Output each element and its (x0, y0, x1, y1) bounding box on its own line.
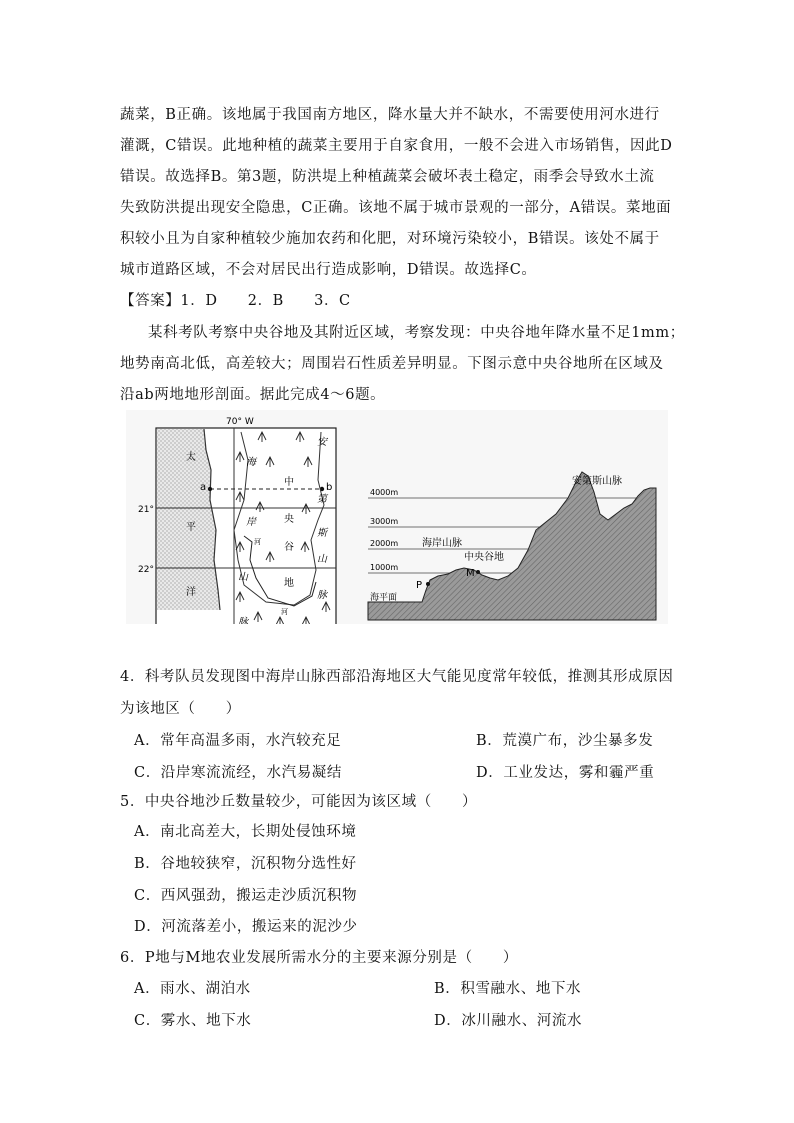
point-p-marker (426, 582, 430, 586)
map (138, 417, 336, 624)
andes-char-2: 第 (317, 494, 327, 505)
latitude-21-label: 21° (138, 505, 154, 515)
coast-range-char-2: 岸 (246, 517, 256, 528)
level-label-2000: 2000m (370, 539, 399, 548)
q6-option-c[interactable]: C．雾水、地下水 (134, 1013, 252, 1029)
q4-stem-line-1: 4．科考队员发现图中海岸山脉西部沿海地区大气能见度常年较低，推测其形成原因 (120, 669, 674, 685)
q6-option-a[interactable]: A．雨水、湖泊水 (134, 981, 251, 997)
q4-option-d[interactable]: D．工业发达，雾和霾严重 (476, 765, 655, 781)
terrain-profile (368, 472, 656, 620)
valley-char-4: 地 (284, 578, 294, 589)
coast-range-char-1: 海 (246, 457, 256, 468)
q4-stem-line-2: 为该地区（ ） (120, 701, 241, 717)
point-b-label: b (326, 482, 333, 493)
sea-level-label: 海平面 (370, 593, 398, 603)
q5-option-a[interactable]: A．南北高差大，长期处侵蚀环境 (134, 824, 357, 840)
q6-option-d[interactable]: D．冰川融水、河流水 (434, 1013, 583, 1029)
q5-stem: 5．中央谷地沙丘数量较少，可能因为该区域（ ） (120, 794, 478, 810)
point-m-marker (476, 570, 480, 574)
point-a-marker (208, 487, 212, 491)
figure-area (126, 410, 668, 624)
explanation-line-2: 灌溉，C错误。此地种植的蔬菜主要用于自家食用，一般不会进入市场销售，因此D (120, 138, 673, 154)
andes-char-4: 山 (317, 554, 327, 565)
q5-option-b[interactable]: B．谷地较狭窄，沉积物分选性好 (134, 856, 357, 872)
explanation-line-4: 失致防洪提出现安全隐患，C正确。该地不属于城市景观的一部分，A错误。菜地面 (120, 200, 672, 216)
level-label-1000: 1000m (370, 563, 399, 572)
explanation-line-5: 积较小且为自家种植较少施加农药和化肥，对环境污染较小，B错误。该处不属于 (120, 231, 660, 247)
point-m-label: M (466, 568, 475, 579)
q6-option-b[interactable]: B．积雪融水、地下水 (434, 981, 582, 997)
q5-option-c[interactable]: C．西风强劲，搬运走沙质沉积物 (134, 888, 358, 904)
q6-stem: 6．P地与M地农业发展所需水分的主要来源分别是（ ） (120, 950, 519, 966)
explanation-line-3: 错误。故选择B。第3题，防洪堤上种植蔬菜会破坏表土稳定，雨季会导致水土流 (120, 169, 655, 185)
explanation-line-1: 蔬菜，B正确。该地属于我国南方地区，降水量大并不缺水，不需要使用河水进行 (120, 107, 660, 123)
level-label-3000: 3000m (370, 517, 399, 526)
andes-char-5: 脉 (317, 590, 327, 601)
ocean-char-2: 平 (186, 522, 196, 533)
andes-profile-label: 安第斯山脉 (572, 476, 622, 487)
q4-option-c[interactable]: C．沿岸寒流流经，水汽易凝结 (134, 765, 342, 781)
andes-char-3: 斯 (317, 528, 327, 539)
q5-option-d[interactable]: D．河流落差小，搬运来的泥沙少 (134, 919, 358, 935)
explanation-line-6: 城市道路区域，不会对居民出行造成影响，D错误。故选择C。 (120, 262, 537, 278)
point-a-label: a (200, 482, 207, 493)
terrain-shape (368, 472, 656, 620)
valley-char-2: 央 (284, 514, 294, 525)
q4-option-b[interactable]: B．荒漠广布，沙尘暴多发 (476, 733, 654, 749)
region-figure (126, 410, 668, 624)
river-label-1: 河 (254, 538, 261, 546)
level-label-4000: 4000m (370, 488, 399, 497)
valley-profile-label: 中央谷地 (464, 552, 504, 563)
valley-char-1: 中 (284, 477, 294, 488)
latitude-22-label: 22° (138, 565, 154, 575)
answer-line: 【答案】1．D 2．B 3．C (120, 293, 351, 309)
point-p-label: P (416, 580, 423, 591)
valley-char-3: 谷 (284, 542, 294, 553)
intro-line-1: 某科考队考察中央谷地及其附近区域，考察发现：中央谷地年降水量不足1mm； (148, 325, 685, 341)
andes-char-1: 安 (317, 437, 327, 448)
ocean-char-3: 洋 (186, 587, 196, 598)
intro-line-3: 沿ab两地地形剖面。据此完成4～6题。 (120, 387, 386, 403)
q4-option-a[interactable]: A．常年高温多雨，水汽较充足 (134, 733, 342, 749)
coast-range-profile-label: 海岸山脉 (422, 538, 462, 549)
intro-line-2: 地势南高北低，高差较大；周围岩石性质差异明显。下图示意中央谷地所在区域及 (120, 356, 664, 372)
longitude-label: 70° W (226, 417, 254, 427)
river-label-2: 河 (281, 608, 288, 616)
coast-range-char-4: 脉 (238, 617, 248, 624)
ocean-char-1: 太 (186, 452, 196, 463)
coast-range-char-3: 山 (238, 572, 248, 583)
